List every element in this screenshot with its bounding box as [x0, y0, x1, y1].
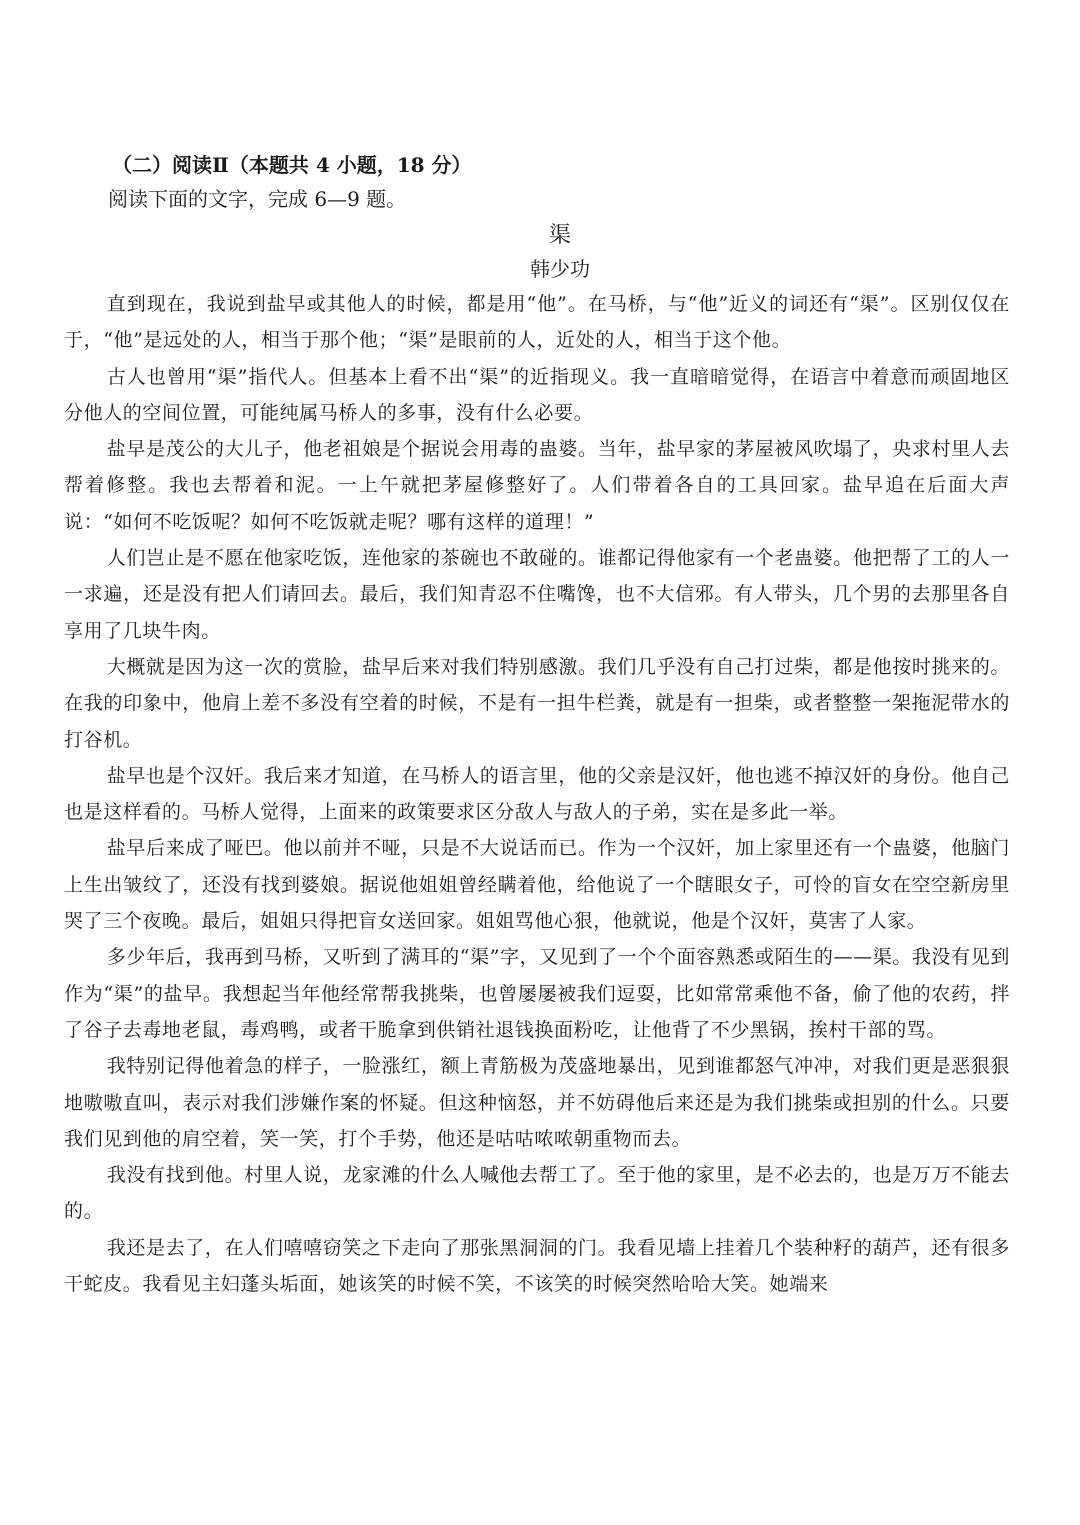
section-heading: （二）阅读Ⅱ（本题共 4 小题，18 分）: [112, 153, 472, 177]
paragraph: 大概就是因为这一次的赏脸，盐早后来对我们特别感激。我们几乎没有自己打过柴，都是他按时挑来的。在我的印象中，他肩上差不多没有空着的时候，不是有一担牛栏粪，就是有一担柴，或者整整一架拖泥带水的打谷机。: [64, 655, 1010, 751]
paragraph: 多少年后，我再到马桥，又听到了满耳的“渠”字，又见到了一个个面容熟悉或陌生的——渠。我没有见到作为“渠”的盐早。我想起当年他经常帮我挑柴，也曾屡屡被我们逗耍，比如常常乘他不备，偷了他的农药，拌了谷子去毒地老鼠，毒鸡鸭，或者干脆拿到供销社退钱换面粉吃，让他背了不少黑锅，挨村干部的骂。: [64, 946, 1010, 1041]
paragraph: 人们岂止是不愿在他家吃饭，连他家的茶碗也不敢碰的。谁都记得他家有一个老蛊婆。他把帮了工的人一一求遍，还是没有把人们请回去。最后，我们知青忍不住嘴馋，也不大信邪。有人带头，几个男的去那里各自享用了几块牛肉。: [64, 547, 1010, 642]
article-body: [64, 286, 1010, 1302]
paragraph: 我没有找到他。村里人说，龙家滩的什么人喊他去帮工了。至于他的家里，是不必去的，也是万万不能去的。: [64, 1164, 1010, 1223]
paragraph: 盐早也是个汉奸。我后来才知道，在马桥人的语言里，他的父亲是汉奸，他也逃不掉汉奸的身份。他自己也是这样看的。马桥人觉得，上面来的政策要求区分敌人与敌人的子弟，实在是多此一举。: [64, 764, 1010, 824]
paragraph: 我特别记得他着急的样子，一脸涨红，额上青筋极为茂盛地暴出，见到谁都怒气冲冲，对我们更是恶狠狠地嗷嗷直叫，表示对我们涉嫌作案的怀疑。但这种恼怒，并不妨碍他后来还是为我们挑柴或担别的什么。只要我们见到他的肩空着，笑一笑，打个手势，他还是咕咕哝哝朝重物而去。: [64, 1055, 1010, 1150]
paragraph: 我还是去了，在人们嘻嘻窃笑之下走向了那张黑洞洞的门。我看见墙上挂着几个装种籽的葫芦，还有很多干蛇皮。我看见主妇蓬头垢面，她该笑的时候不笑，不该笑的时候突然哈哈大笑。她端来: [64, 1236, 1010, 1296]
paragraph: 直到现在，我说到盐早或其他人的时候，都是用“他”。在马桥，与“他”近义的词还有“渠”。区别仅仅在于，“他”是远处的人，相当于那个他；“渠”是眼前的人，近处的人，相当于这个他。: [64, 293, 1010, 352]
paragraph: 古人也曾用“渠”指代人。但基本上看不出“渠”的近指现义。我一直暗暗觉得，在语言中着意而顽固地区分他人的空间位置，可能纯属马桥人的多事，没有什么必要。: [64, 365, 1010, 424]
paragraph: 盐早后来成了哑巴。他以前并不哑，只是不大说话而已。作为一个汉奸，加上家里还有一个蛊婆，他脑门上生出皱纹了，还没有找到婆娘。据说他姐姐曾经瞒着他，给他说了一个瞎眼女子，可怜的盲女在空空新房里哭了三个夜晚。最后，姐姐只得把盲女送回家。姐姐骂他心狠，他就说，他是个汉奸，莫害了人家。: [64, 837, 1010, 933]
reading-instruction: 阅读下面的文字，完成 6—9 题。: [108, 187, 407, 211]
article-author: 韩少功: [530, 257, 590, 281]
paragraph: 盐早是茂公的大儿子，他老祖娘是个据说会用毒的蛊婆。当年，盐早家的茅屋被风吹塌了，央求村里人去帮着修整。我也去帮着和泥。一上午就把茅屋修整好了。人们带着各自的工具回家。盐早追在后面大声说：“如何不吃饭呢？如何不吃饭就走呢？哪有这样的道理！”: [64, 438, 1010, 533]
article-title: 渠: [548, 223, 571, 248]
